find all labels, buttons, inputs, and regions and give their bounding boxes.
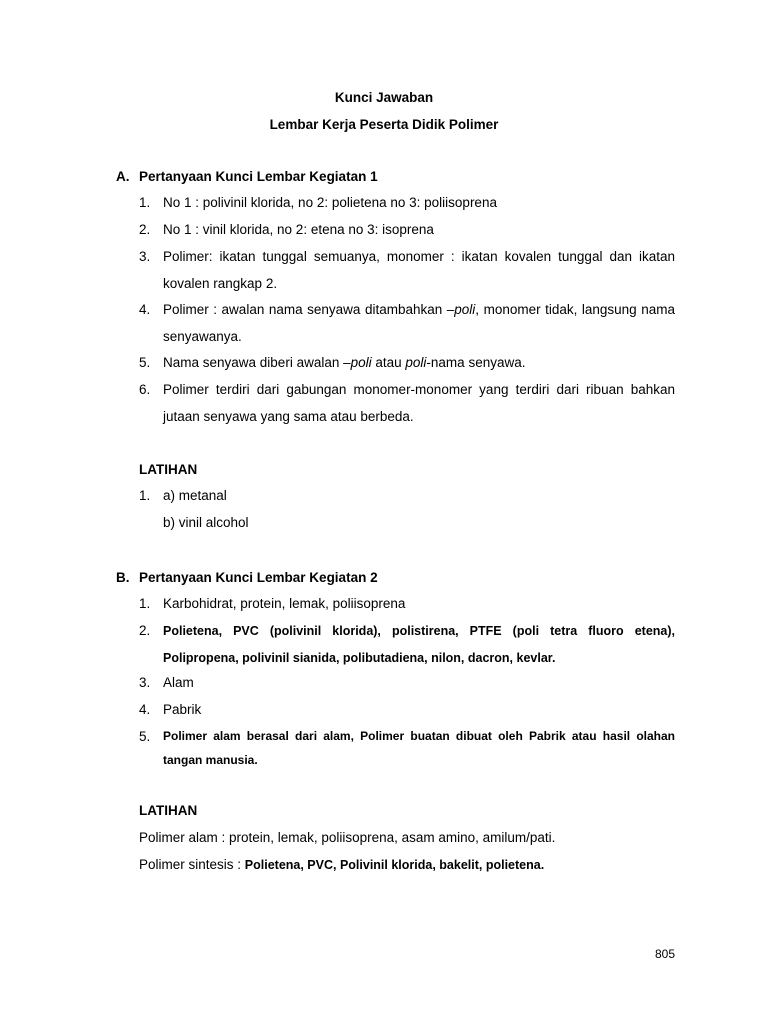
- latihan-line-label: Polimer sintesis :: [139, 857, 245, 872]
- item-number: 2.: [139, 623, 151, 638]
- item-number: 4.: [139, 302, 151, 317]
- item-text: Polimer: ikatan tunggal semuanya, monomer : ikatan kovalen tunggal dan ikatan kovalen rangkap 2.: [163, 249, 675, 291]
- latihan-line: Polimer alam : protein, lemak, poliisoprena, asam amino, amilum/pati.: [139, 830, 556, 845]
- item-text: Polietena, PVC (polivinil klorida), polistirena, PTFE (poli tetra fluoro etena), Polipropena, polivinil sianida, polibutadiena, nilon, dacron, kevlar.: [163, 624, 675, 665]
- item-text-italic: poli: [454, 302, 476, 317]
- list-item: [139, 217, 675, 244]
- list-item: [139, 591, 675, 618]
- list-item: [139, 618, 675, 671]
- item-text-part: Nama senyawa diberi awalan –: [163, 355, 351, 370]
- item-text: b) vinil alcohol: [163, 515, 249, 530]
- item-number: 3.: [139, 249, 151, 264]
- item-text: Polimer terdiri dari gabungan monomer-monomer yang terdiri dari ribuan bahkan jutaan senyawa yang sama atau berbeda.: [163, 382, 675, 424]
- item-text-part: atau: [371, 355, 406, 370]
- list-item: [139, 244, 675, 297]
- item-text: No 1 : vinil klorida, no 2: etena no 3: isoprena: [163, 222, 434, 237]
- section-a-heading: [116, 169, 378, 185]
- list-item: [139, 510, 675, 537]
- item-text: a) metanal: [163, 488, 227, 503]
- item-text: Karbohidrat, protein, lemak, poliisoprena: [163, 596, 406, 611]
- item-text: [163, 297, 675, 350]
- latihan-line: [139, 857, 544, 873]
- item-number: 1.: [139, 488, 151, 503]
- list-item: [139, 697, 675, 724]
- item-text: Polimer alam berasal dari alam, Polimer buatan dibuat oleh Pabrik atau hasil olahan tangan manusia.: [163, 729, 675, 767]
- list-item: [139, 190, 675, 217]
- item-number: 6.: [139, 382, 151, 397]
- item-text: No 1 : polivinil klorida, no 2: polietena no 3: poliisoprena: [163, 195, 497, 210]
- page-title: Kunci Jawaban: [334, 90, 434, 105]
- item-text: Pabrik: [163, 702, 202, 717]
- item-number: 4.: [139, 702, 151, 717]
- item-text-part: , monomer tidak, langsung nama senyawanya.: [163, 302, 675, 344]
- item-number: 3.: [139, 675, 151, 690]
- item-text: [163, 350, 675, 377]
- list-item: [139, 670, 675, 697]
- latihan-heading: LATIHAN: [139, 803, 198, 818]
- section-b-title: Pertanyaan Kunci Lembar Kegiatan 2: [139, 570, 378, 585]
- section-a-title: Pertanyaan Kunci Lembar Kegiatan 1: [139, 169, 378, 184]
- item-text-italic: poli: [350, 355, 372, 370]
- list-item: [139, 724, 675, 772]
- latihan-line-value: Polietena, PVC, Polivinil klorida, bakelit, polietena.: [244, 858, 545, 872]
- list-item: [139, 297, 675, 350]
- section-a-letter: A.: [116, 169, 130, 184]
- item-text: Alam: [163, 675, 194, 690]
- item-number: 5.: [139, 355, 151, 370]
- latihan-heading: LATIHAN: [139, 462, 198, 477]
- page-number: 805: [655, 947, 676, 961]
- item-number: 1.: [139, 596, 151, 611]
- list-item: [139, 350, 675, 377]
- list-item: [139, 377, 675, 430]
- section-b-heading: [116, 570, 378, 586]
- item-text-part: Polimer : awalan nama senyawa ditambahkan –: [163, 302, 455, 317]
- item-text-italic: poli: [405, 355, 427, 370]
- list-item: [139, 483, 675, 510]
- item-number: 2.: [139, 222, 151, 237]
- item-number: 1.: [139, 195, 151, 210]
- section-b-letter: B.: [116, 570, 130, 585]
- item-number: 5.: [139, 729, 151, 744]
- page-subtitle: Lembar Kerja Peserta Didik Polimer: [269, 117, 499, 132]
- item-text-part: -nama senyawa.: [426, 355, 526, 370]
